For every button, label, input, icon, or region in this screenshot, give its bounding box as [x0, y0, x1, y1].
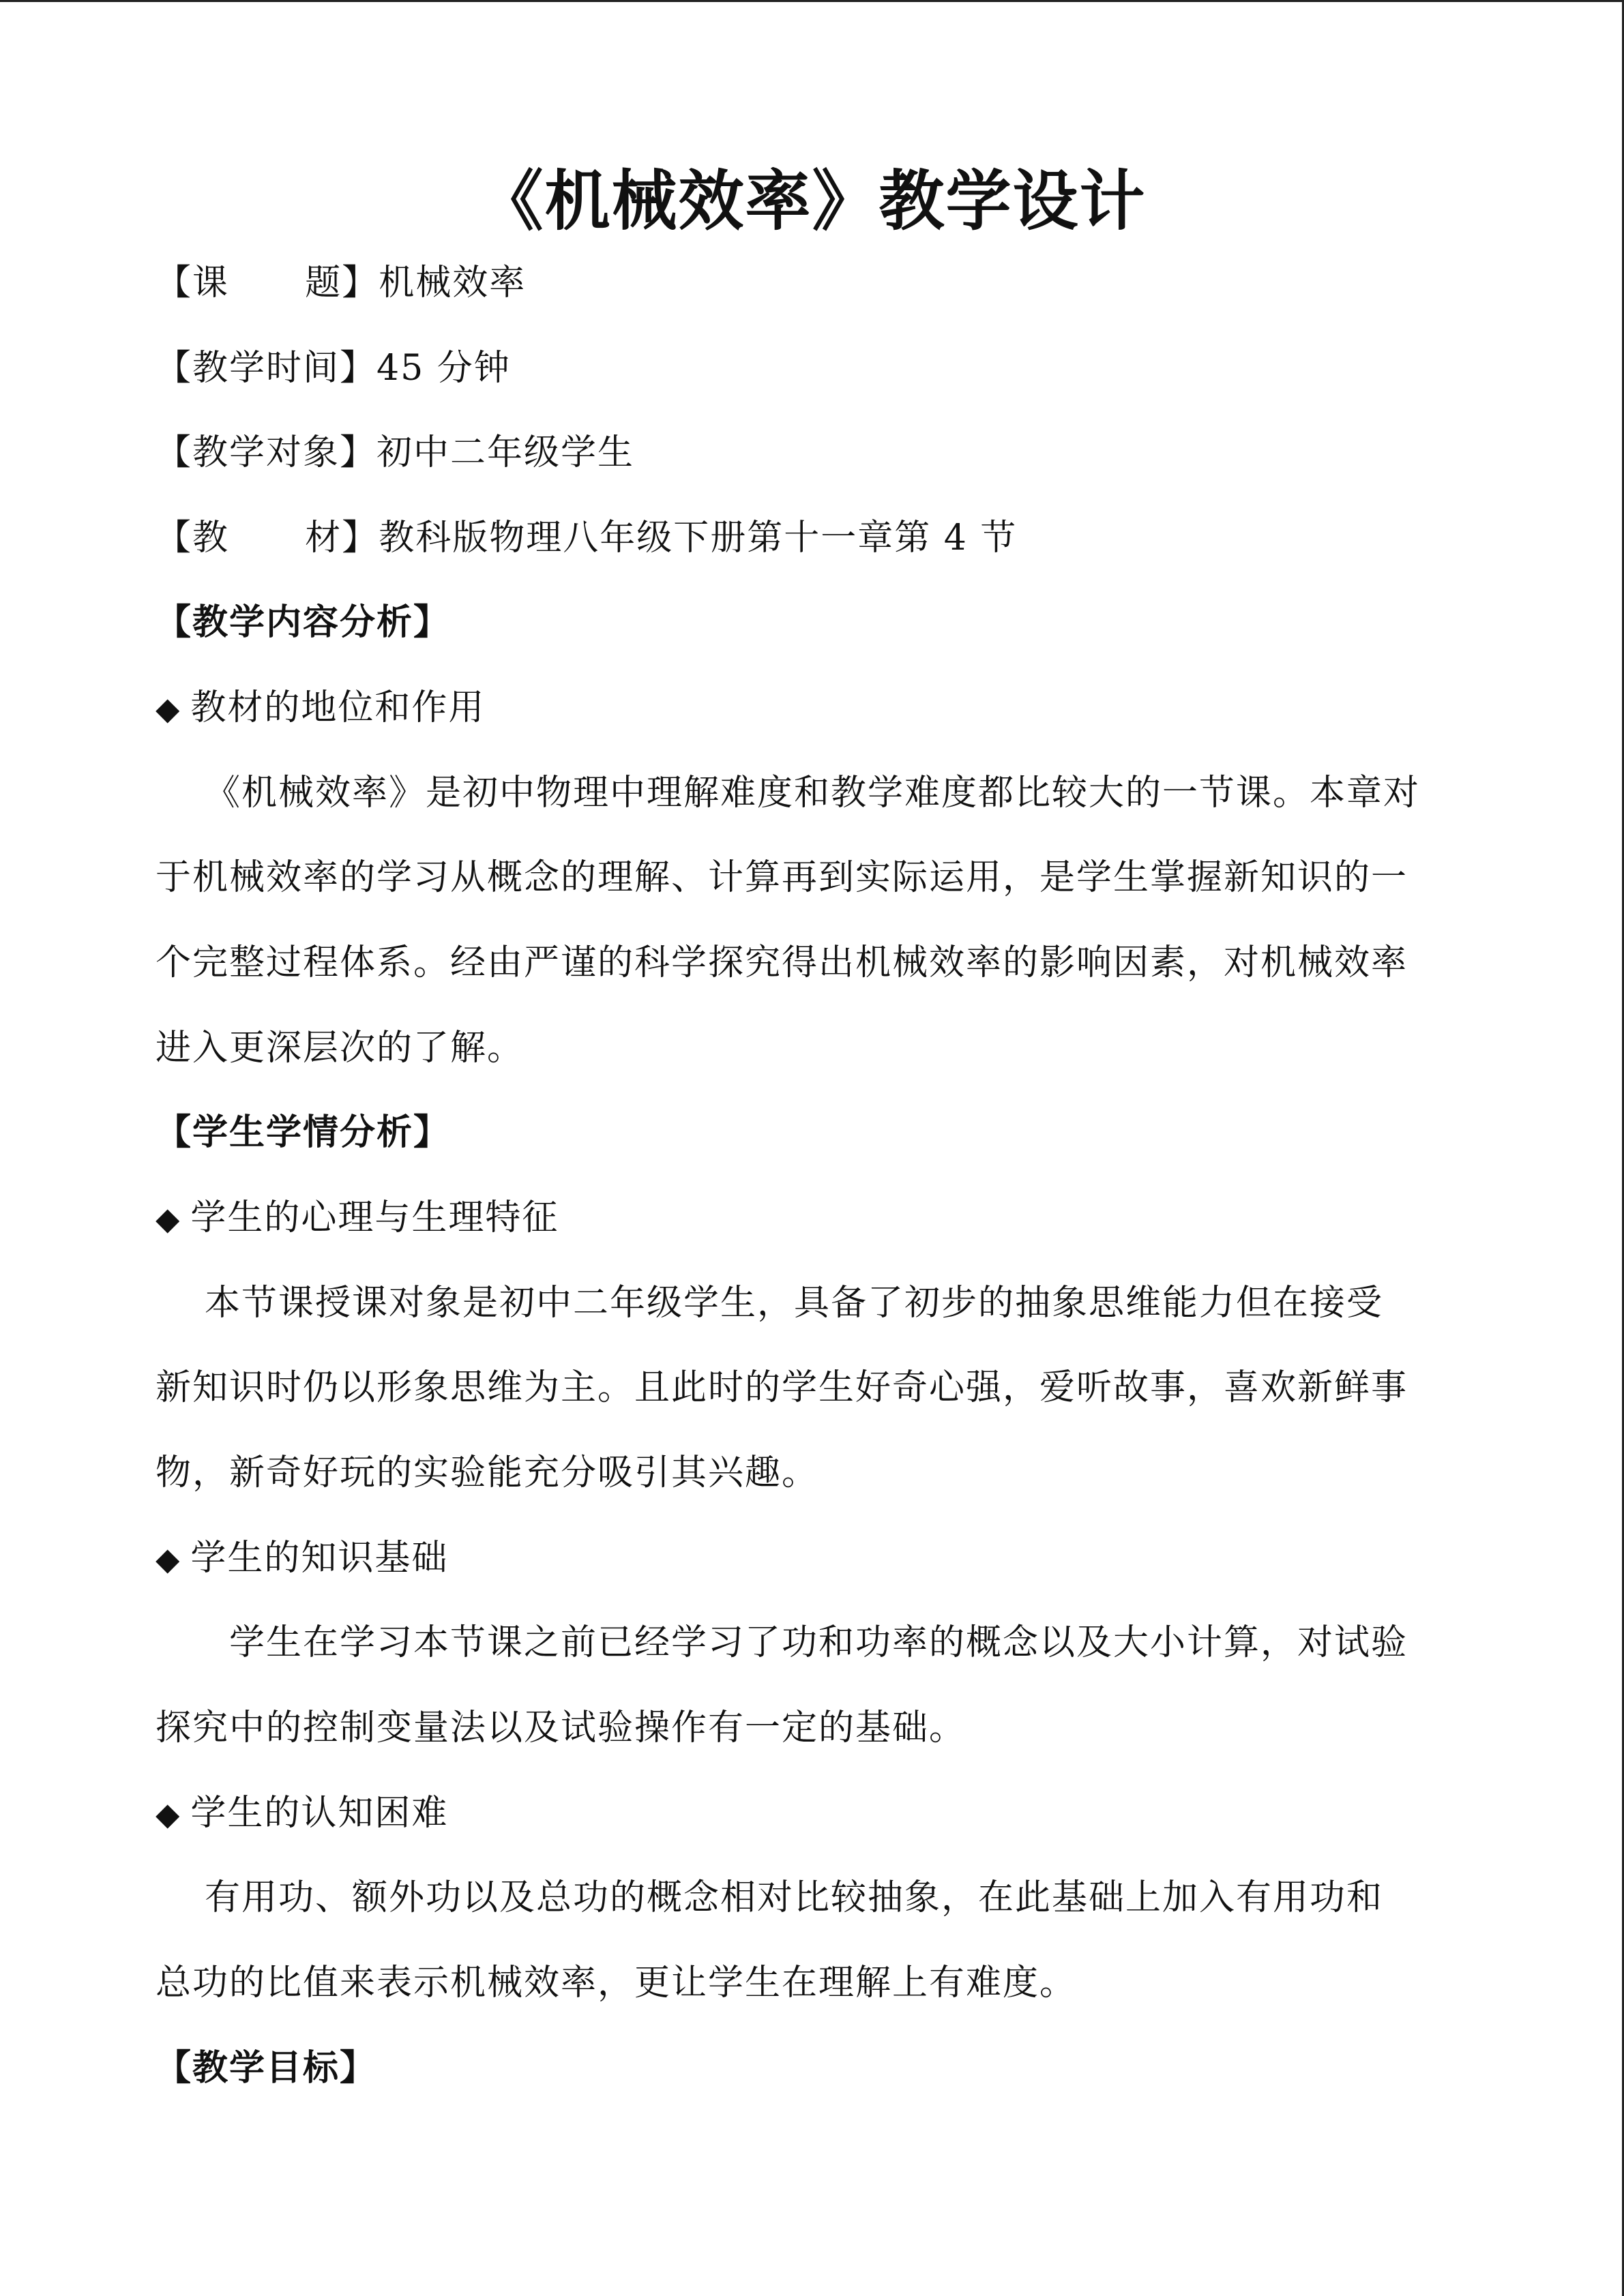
bullet-student-difficulty: [156, 1786, 448, 1840]
heading-content-analysis: 【教学内容分析】: [156, 601, 451, 643]
info-time: [156, 341, 511, 396]
paragraph-line: 有用功、额外功以及总功的概念相对比较抽象，在此基础上加入有用功和: [205, 1877, 1384, 1918]
heading-student-analysis: 【学生学情分析】: [156, 1112, 451, 1153]
info-audience-label: 【教学对象】: [156, 432, 377, 473]
info-textbook-value: 教科版物理八年级下册第十一章第 4 节: [379, 518, 1018, 558]
bullet-textbook-role: [156, 681, 485, 735]
info-topic: [156, 256, 526, 310]
heading-objectives: 【教学目标】: [156, 2047, 377, 2089]
bullet-student-psych: [156, 1191, 559, 1245]
info-topic-value: 机械效率: [379, 263, 527, 303]
paragraph-line: 进入更深层次的了解。: [156, 1028, 525, 1069]
info-textbook: [156, 511, 1017, 565]
document-title: 《机械效率》教学设计: [477, 162, 1147, 239]
bullet-student-psych-text: 学生的心理与生理特征: [190, 1197, 559, 1238]
info-audience-value: 初中二年级学生: [377, 432, 635, 473]
info-time-value: 45 分钟: [377, 348, 511, 389]
paragraph-line: 探究中的控制变量法以及试验操作有一定的基础。: [156, 1708, 966, 1748]
bullet-student-difficulty-text: 学生的认知困难: [190, 1793, 449, 1834]
paragraph-line: 总功的比值来表示机械效率，更让学生在理解上有难度。: [156, 1963, 1077, 2003]
bullet-student-knowledge-text: 学生的知识基础: [190, 1538, 449, 1579]
info-textbook-label: 【教 材】: [156, 518, 379, 558]
paragraph-line: 学生在学习本节课之前已经学习了功和功率的概念以及大小计算，对试验: [229, 1622, 1408, 1663]
paragraph-line: 《机械效率》是初中物理中理解难度和教学难度都比较大的一节课。本章对: [205, 773, 1421, 814]
paragraph-line: 物，新奇好玩的实验能充分吸引其兴趣。: [156, 1452, 819, 1493]
diamond-bullet-icon: ◆: [156, 1540, 181, 1577]
bullet-textbook-role-text: 教材的地位和作用: [190, 687, 486, 728]
info-audience: [156, 426, 634, 480]
paragraph-line: 个完整过程体系。经由严谨的科学探究得出机械效率的影响因素，对机械效率: [156, 942, 1408, 983]
paragraph-line: 本节课授课对象是初中二年级学生，具备了初步的抽象思维能力但在接受: [205, 1283, 1384, 1324]
info-time-label: 【教学时间】: [156, 348, 377, 389]
diamond-bullet-icon: ◆: [156, 690, 181, 727]
bullet-student-knowledge: [156, 1531, 448, 1585]
paragraph-line: 于机械效率的学习从概念的理解、计算再到实际运用，是学生掌握新知识的一: [156, 857, 1408, 898]
paragraph-line: 新知识时仍以形象思维为主。且此时的学生好奇心强，爱听故事，喜欢新鲜事: [156, 1367, 1408, 1408]
info-topic-label: 【课 题】: [156, 263, 379, 303]
diamond-bullet-icon: ◆: [156, 1200, 181, 1237]
diamond-bullet-icon: ◆: [156, 1795, 181, 1832]
